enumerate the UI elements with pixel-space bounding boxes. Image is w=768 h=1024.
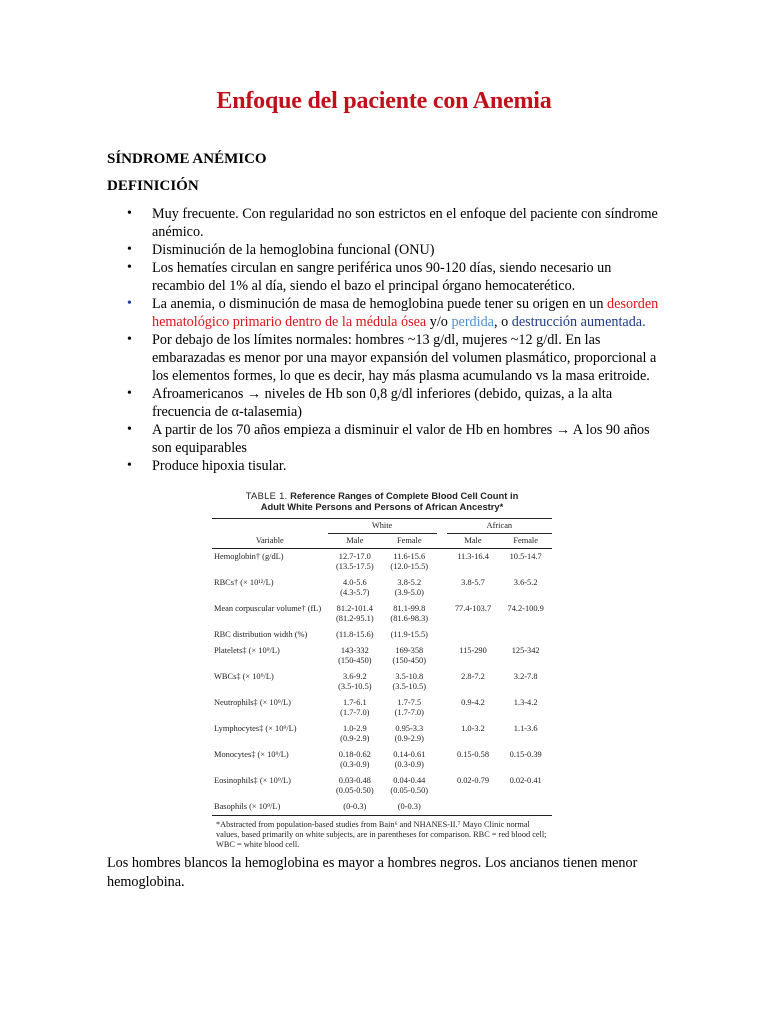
table-row (212, 575, 552, 601)
cell-african-female (499, 721, 552, 747)
cell-african-female (499, 695, 552, 721)
table-column-header-row (212, 534, 552, 549)
cell-african-male (447, 695, 500, 721)
cell-variable-text: RBCs† (× 10¹²/L) (214, 578, 274, 587)
cell-white-female-text: 0.04-0.44 (393, 776, 426, 785)
cell-variable-text: Mean corpuscular volume† (fL) (214, 604, 322, 613)
cell-white-male (328, 695, 382, 721)
cell-white-female-text: (81.6-98.3) (390, 614, 429, 623)
cell-african-female-text: 125-342 (511, 646, 540, 655)
cell-white-female-text: (11.9-15.5) (390, 630, 428, 639)
cell-african-female (499, 773, 552, 799)
spacer-cell (437, 773, 447, 799)
table-caption-line2: Adult White Persons and Persons of African Ancestry* (260, 501, 504, 512)
bullet-item (107, 259, 667, 295)
cell-white-female (382, 773, 436, 799)
cell-african-male (447, 799, 500, 816)
cell-white-male (328, 799, 382, 816)
table-caption-line1: Reference Ranges of Complete Blood Cell Count in (290, 490, 519, 501)
table-row (212, 643, 552, 669)
cell-variable (212, 601, 328, 627)
cell-variable (212, 773, 328, 799)
cell-african-male (447, 575, 500, 601)
cell-white-male-text: 12.7-17.0 (338, 552, 371, 561)
group-header-white: White (328, 519, 437, 534)
cell-white-male-text: 0.03-0.48 (338, 776, 371, 785)
bullet-text: Los hematíes circulan en sangre periférica unos 90-120 días, siendo necesario un recambio del 1% al día, siendo el bazo el principal órgano hemocaterético. (152, 260, 612, 294)
cell-white-female (382, 575, 436, 601)
bullet-marker: • (127, 206, 132, 221)
cell-white-female (382, 549, 436, 576)
cell-white-male (328, 773, 382, 799)
bullet-text-rich (152, 296, 658, 330)
cell-white-female-text: (0.3-0.9) (394, 760, 424, 769)
cell-white-female-text: (3.9-5.0) (394, 588, 424, 597)
cell-african-male (447, 627, 500, 643)
cell-white-male-text: (4.3-5.7) (340, 588, 370, 597)
text-run: y/o (426, 314, 452, 330)
bullet-item (107, 385, 667, 421)
bullet-text: Produce hipoxia tisular. (152, 458, 287, 474)
cell-variable (212, 627, 328, 643)
cell-african-male-text: 0.9-4.2 (461, 698, 485, 707)
bullet-marker: • (127, 332, 132, 347)
cell-african-female (499, 627, 552, 643)
cell-white-female (382, 669, 436, 695)
cell-white-female-text: 0.95-3.3 (395, 724, 424, 733)
cell-white-female-text: (0.05-0.50) (390, 786, 429, 795)
cell-variable-text: Monocytes‡ (× 10⁹/L) (214, 750, 289, 759)
cell-african-male-text: 2.8-7.2 (461, 672, 485, 681)
page-title: Enfoque del paciente con Anemia (216, 88, 552, 114)
cell-white-male-text: 143-332 (340, 646, 369, 655)
cell-african-male (447, 643, 500, 669)
cell-african-female-text: 3.6-5.2 (513, 578, 538, 587)
cell-african-male (447, 747, 500, 773)
bullet-item (107, 205, 667, 241)
cell-african-male-text: 1.0-3.2 (461, 724, 485, 733)
spacer-cell (437, 549, 447, 576)
bullet-text: Afroamericanos → niveles de Hb son 0,8 g/dl inferiores (debido, quizas, a la alta frecuencia de α-talasemia) (152, 386, 613, 420)
table-row (212, 799, 552, 816)
subsection-heading: DEFINICIÓN (107, 178, 199, 194)
text-run: , o (493, 314, 512, 330)
text-run-lightblue: perdida (451, 314, 494, 330)
cell-african-female (499, 747, 552, 773)
cell-variable (212, 721, 328, 747)
cell-african-female-text: 74.2-100.9 (507, 604, 544, 613)
cell-variable (212, 669, 328, 695)
bullet-item (107, 241, 667, 259)
cell-white-female (382, 721, 436, 747)
cell-african-female-text: 1.1-3.6 (513, 724, 538, 733)
table-row (212, 773, 552, 799)
bullet-item (107, 295, 667, 331)
cell-white-male-text: 4.0-5.6 (342, 578, 367, 587)
cell-white-male-text: 1.7-6.1 (342, 698, 367, 707)
text-run-darkblue: . (642, 314, 646, 330)
cell-white-female (382, 643, 436, 669)
cell-white-female (382, 695, 436, 721)
cell-african-female (499, 643, 552, 669)
cell-variable-text: RBC distribution width (%) (214, 630, 308, 639)
cell-african-male-text: 3.8-5.7 (461, 578, 485, 587)
cell-african-female-text: 3.2-7.8 (513, 672, 538, 681)
table-row (212, 627, 552, 643)
spacer-cell (437, 747, 447, 773)
cell-african-male (447, 601, 500, 627)
cell-white-female-text: 0.14-0.61 (393, 750, 426, 759)
spacer-cell (437, 695, 447, 721)
cell-white-male-text: 0.18-0.62 (338, 750, 371, 759)
cell-african-female (499, 575, 552, 601)
table-body (212, 549, 552, 816)
spacer-cell (437, 601, 447, 627)
table-number: TABLE 1. (245, 490, 288, 501)
cell-white-male (328, 669, 382, 695)
definition-bullet-list (107, 205, 667, 475)
cell-variable (212, 799, 328, 816)
empty-header-cell (212, 519, 328, 534)
group-header-african: African (447, 519, 552, 534)
spacer-header-cell (437, 519, 447, 534)
cell-white-female (382, 799, 436, 816)
cell-white-female-text: 11.6-15.6 (393, 552, 426, 561)
cell-white-male-text: (3.5-10.5) (338, 682, 372, 691)
cell-variable (212, 747, 328, 773)
cell-variable-text: Lymphocytes‡ (× 10⁹/L) (214, 724, 297, 733)
cell-white-female (382, 601, 436, 627)
bullet-text: Muy frecuente. Con regularidad no son estrictos en el enfoque del paciente con síndrome anémico. (152, 206, 658, 240)
cell-white-female-text: (12.0-15.5) (390, 562, 429, 571)
bullet-text: A partir de los 70 años empieza a disminuir el valor de Hb en hombres → A los 90 años son equiparables (152, 422, 650, 456)
cell-white-female-text: (150-450) (392, 656, 427, 665)
cell-white-male-text: 1.0-2.9 (342, 724, 367, 733)
cell-white-male (328, 549, 382, 576)
cell-african-male-text: 77.4-103.7 (454, 604, 492, 613)
column-header-female: Female (499, 534, 552, 549)
cell-white-male (328, 643, 382, 669)
table-caption (212, 490, 552, 512)
cell-white-male (328, 721, 382, 747)
cell-african-female (499, 799, 552, 816)
bullet-text: Disminución de la hemoglobina funcional (ONU) (152, 242, 435, 258)
spacer-cell (437, 627, 447, 643)
cell-variable-text: Neutrophils‡ (× 10⁹/L) (214, 698, 291, 707)
bullet-marker: • (127, 242, 132, 257)
section-heading: SÍNDROME ANÉMICO (107, 151, 267, 167)
cell-african-male (447, 669, 500, 695)
cell-variable-text: WBCs‡ (× 10⁹/L) (214, 672, 274, 681)
cell-african-male-text: 0.02-0.79 (456, 776, 490, 785)
spacer-cell (437, 721, 447, 747)
text-run-darkblue: destrucción aumentada (511, 314, 643, 330)
bullet-text: Por debajo de los límites normales: hombres ~13 g/dl, mujeres ~12 g/dl. En las embarazadas es menor por una mayor expansión del volumen plasmático, proporcional a los elementos formes, lo que es decir, hay más plasma acumulando vs la masa eritroide. (152, 332, 657, 384)
reference-ranges-table-figure (212, 490, 552, 850)
cell-white-male-text: 3.6-9.2 (342, 672, 367, 681)
bullet-marker: • (127, 422, 132, 437)
table-row (212, 695, 552, 721)
column-header-male: Male (447, 534, 500, 549)
cell-white-male-text: (13.5-17.5) (335, 562, 374, 571)
cell-variable (212, 549, 328, 576)
cell-variable (212, 643, 328, 669)
cell-white-male (328, 627, 382, 643)
cell-white-male-text: (81.2-95.1) (335, 614, 374, 623)
cell-african-male (447, 549, 500, 576)
cell-african-female-text: 0.02-0.41 (509, 776, 542, 785)
cell-african-male-text: 115-290 (459, 646, 487, 655)
cell-white-female-text: 3.5-10.8 (395, 672, 424, 681)
bullet-marker: • (127, 296, 132, 311)
table-row (212, 721, 552, 747)
table-row (212, 747, 552, 773)
spacer-cell (437, 669, 447, 695)
column-header-male: Male (328, 534, 382, 549)
spacer-cell (437, 575, 447, 601)
cell-variable (212, 695, 328, 721)
cell-white-female (382, 627, 436, 643)
cell-african-female (499, 669, 552, 695)
cell-african-male (447, 721, 500, 747)
column-header-female: Female (382, 534, 436, 549)
cell-white-male-text: (0-0.3) (343, 802, 367, 811)
spacer-header-cell (437, 534, 447, 549)
table-group-header-row (212, 519, 552, 534)
cell-white-female (382, 747, 436, 773)
cell-white-male-text: (1.7-7.0) (340, 708, 370, 717)
cell-white-female-text: 81.1-99.8 (393, 604, 426, 613)
bullet-item (107, 331, 667, 385)
cell-variable (212, 575, 328, 601)
bullet-item (107, 421, 667, 457)
cell-variable-text: Hemoglobin† (g/dL) (214, 552, 284, 561)
cell-white-female-text: (0-0.3) (397, 802, 421, 811)
cell-white-female-text: 169-358 (395, 646, 424, 655)
bullet-marker: • (127, 386, 132, 401)
spacer-cell (437, 799, 447, 816)
cell-white-male-text: (11.8-15.6) (336, 630, 374, 639)
cell-white-female-text: (3.5-10.5) (392, 682, 427, 691)
cell-white-male-text: (0.3-0.9) (340, 760, 370, 769)
table-footnote: *Abstracted from population-based studies from Bain⁶ and NHANES-II.⁷ Mayo Clinic normal values, based primarily on white subjects, are in parentheses for comparison. RBC = red blood cell; WBC = white blood cell. (216, 820, 547, 849)
cell-african-female-text: 10.5-14.7 (509, 552, 542, 561)
cell-white-male (328, 601, 382, 627)
spacer-cell (437, 643, 447, 669)
cell-white-female-text: 3.8-5.2 (397, 578, 422, 587)
cell-african-male-text: 0.15-0.58 (456, 750, 490, 759)
cell-african-male (447, 773, 500, 799)
cell-african-female (499, 549, 552, 576)
cell-white-female-text: (1.7-7.0) (394, 708, 424, 717)
cell-variable-text: Platelets‡ (× 10⁹/L) (214, 646, 280, 655)
cell-african-male-text: 11.3-16.4 (457, 552, 489, 561)
bullet-marker: • (127, 260, 132, 275)
cell-african-female (499, 601, 552, 627)
bullet-item (107, 457, 667, 475)
cell-white-male (328, 575, 382, 601)
cell-white-female-text: 1.7-7.5 (397, 698, 422, 707)
text-run-red: desorden hematológico primario dentro de la médula ósea (152, 296, 659, 330)
table-row (212, 549, 552, 576)
cell-white-male-text: (150-450) (338, 656, 372, 665)
closing-paragraph: Los hombres blancos la hemoglobina es mayor a hombres negros. Los ancianos tienen menor hemoglobina. (107, 855, 638, 890)
bullet-marker: • (127, 458, 132, 473)
column-header-variable: Variable (212, 534, 328, 549)
cell-variable-text: Eosinophils‡ (× 10⁹/L) (214, 776, 291, 785)
cell-white-male-text: 81.2-101.4 (336, 604, 373, 613)
text-run: La anemia, o disminución de masa de hemoglobina puede tener su origen en un (152, 296, 608, 312)
cell-white-female-text: (0.9-2.9) (394, 734, 424, 743)
reference-ranges-table (212, 518, 552, 816)
cell-african-female-text: 0.15-0.39 (509, 750, 542, 759)
cell-african-female-text: 1.3-4.2 (513, 698, 538, 707)
cell-white-male-text: (0.05-0.50) (335, 786, 374, 795)
table-row (212, 669, 552, 695)
cell-variable-text: Basophils (× 10⁹/L) (214, 802, 281, 811)
table-row (212, 601, 552, 627)
cell-white-male (328, 747, 382, 773)
cell-white-male-text: (0.9-2.9) (340, 734, 370, 743)
